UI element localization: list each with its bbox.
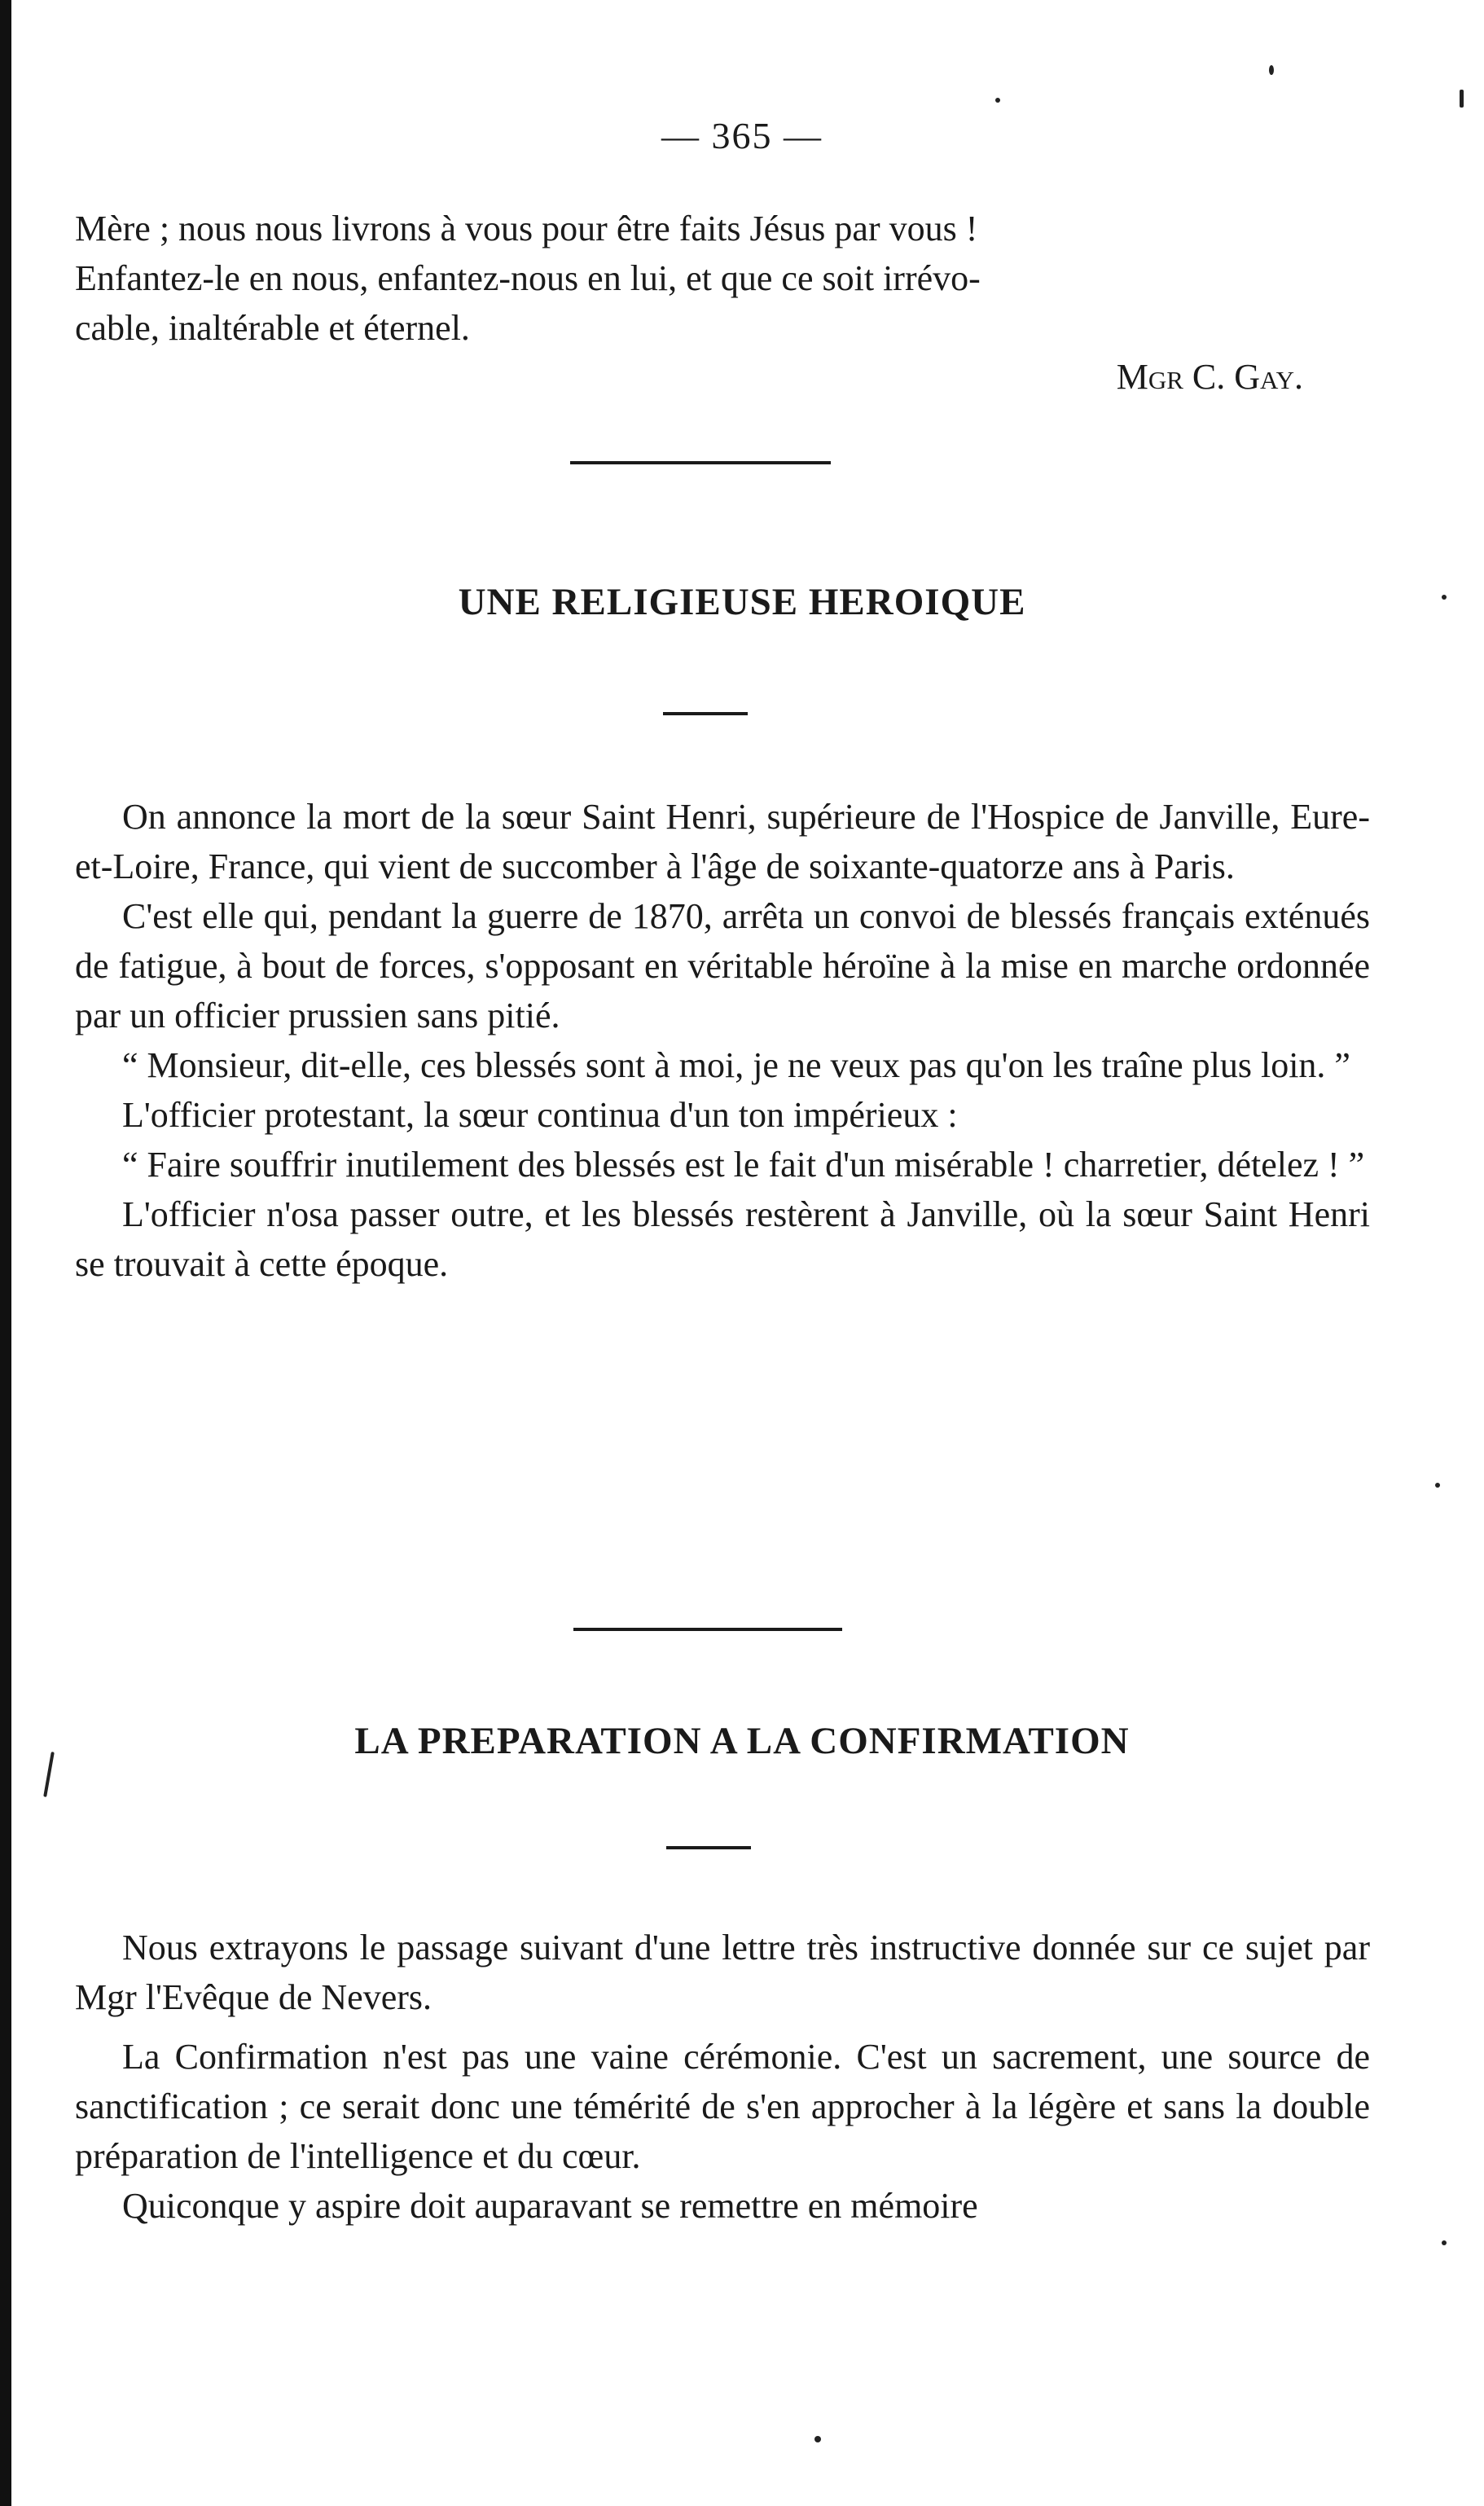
- page-number: — 365 —: [661, 115, 823, 156]
- intro-line: Enfantez-le en nous, enfantez-nous en lui, et que ce soit irrévo-: [75, 258, 981, 298]
- paragraph: C'est elle qui, pendant la guerre de 1870, arrêta un convoi de blessés français exténués de fatigue, à bout de forces, s'opposant en véritable héroïne à la mise en marche ordonnée par un officier prussien sans pitié.: [75, 896, 1370, 1035]
- intro-line: Mère ; nous nous livrons à vous pour être faits Jésus par vous !: [75, 209, 978, 248]
- title-rule: [663, 712, 748, 715]
- scan-speck: [814, 2436, 821, 2442]
- article-body: [75, 1923, 1370, 2231]
- intro-text: [75, 204, 1370, 353]
- section-title: UNE RELIGIEUSE HEROIQUE: [458, 581, 1026, 623]
- section-divider: [570, 461, 831, 464]
- paragraph: “ Monsieur, dit-elle, ces blessés sont à moi, je ne veux pas qu'on les traîne plus loin. ”: [122, 1045, 1350, 1085]
- paragraph: La Confirmation n'est pas une vaine cérémonie. C'est un sacrement, une source de sanctification ; ce serait donc une témérité de s'en approcher à la légère et sans la double préparation de l'intelligence et du cœur.: [75, 2037, 1370, 2176]
- paragraph: Quiconque y aspire doit auparavant se remettre en mémoire: [122, 2186, 978, 2226]
- section-divider: [573, 1628, 842, 1631]
- title-rule: [666, 1846, 751, 1849]
- paragraph: L'officier n'osa passer outre, et les blessés restèrent à Janville, où la sœur Saint Henri se trouvait à cette époque.: [75, 1194, 1370, 1284]
- scan-speck: [1269, 65, 1274, 75]
- intro-line: cable, inaltérable et éternel.: [75, 308, 470, 348]
- scan-speck: [1442, 595, 1447, 600]
- scan-speck: [1442, 2240, 1447, 2245]
- section-title: LA PREPARATION A LA CONFIRMATION: [354, 1720, 1130, 1762]
- page-edge-shadow: [0, 0, 11, 2506]
- scan-speck: [995, 98, 1000, 103]
- paragraph: On annonce la mort de la sœur Saint Henri, supérieure de l'Hospice de Janville, Eure-et-Loire, France, qui vient de succomber à l'âge de soixante-quatorze ans à Paris.: [75, 797, 1370, 886]
- scan-speck: [1435, 1483, 1440, 1488]
- paragraph: Nous extrayons le passage suivant d'une lettre très instructive donnée sur ce sujet par Mgr l'Evêque de Nevers.: [75, 1928, 1370, 2017]
- paragraph: L'officier protestant, la sœur continua d'un ton impérieux :: [122, 1095, 958, 1135]
- scan-speck: [1460, 90, 1464, 108]
- signature: Mgr C. Gay.: [1116, 357, 1303, 397]
- paragraph: “ Faire souffrir inutilement des blessés est le fait d'un misérable ! charretier, dételez ! ”: [122, 1145, 1365, 1185]
- article-body: [75, 792, 1370, 1289]
